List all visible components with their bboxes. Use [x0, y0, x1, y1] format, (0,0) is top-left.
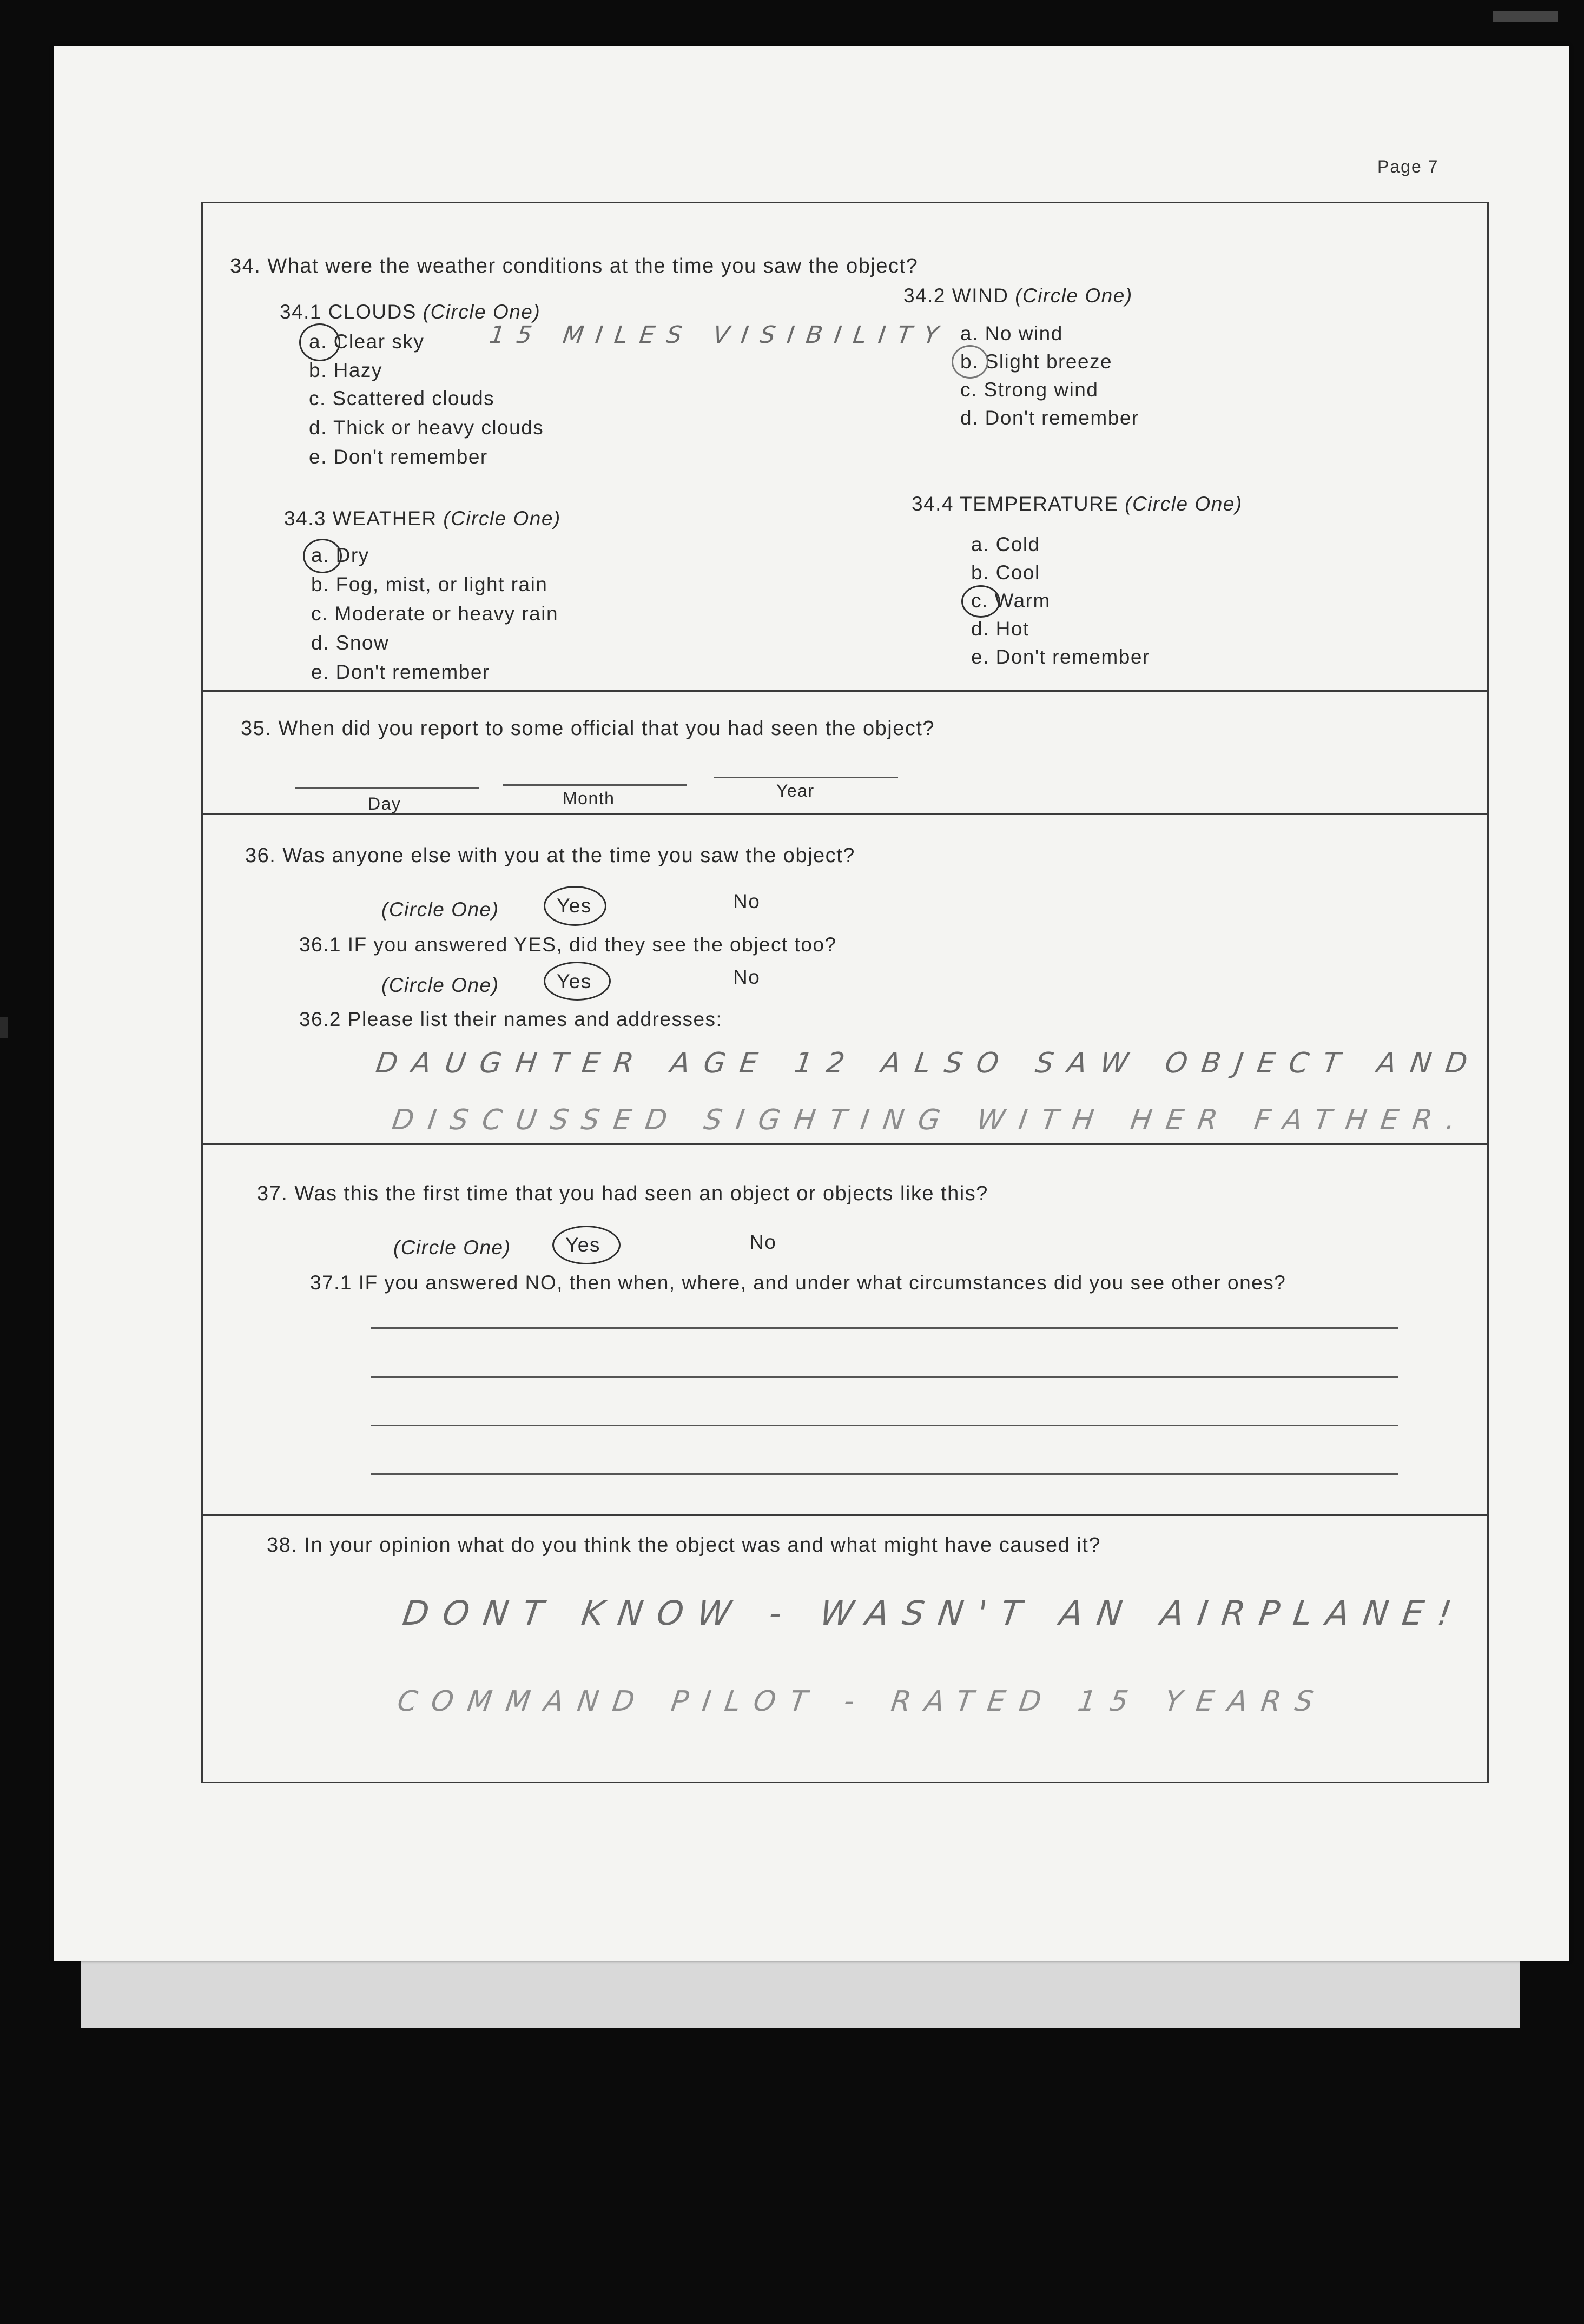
divider-37-38	[203, 1514, 1487, 1516]
temperature-option-c[interactable]: c. Warm	[971, 590, 1051, 612]
clouds-option-c[interactable]: c. Scattered clouds	[309, 387, 495, 409]
q36-yes-circle	[544, 886, 606, 926]
temperature-option-d[interactable]: d. Hot	[971, 618, 1029, 640]
page-number: Page 7	[1377, 157, 1439, 176]
q36-2-handwritten-line-2: DISCUSSED SIGHTING WITH HER FATHER.	[390, 1104, 1471, 1136]
temperature-option-b[interactable]: b. Cool	[971, 561, 1040, 584]
q37-no-option[interactable]: No	[749, 1231, 777, 1253]
year-line	[714, 777, 898, 778]
wind-option-b[interactable]: b. Slight breeze	[960, 350, 1113, 373]
day-line	[295, 787, 479, 789]
q36-question: 36. Was anyone else with you at the time you saw the object?	[245, 844, 855, 867]
weather-option-b[interactable]: b. Fog, mist, or light rain	[311, 573, 548, 595]
q36-2-question: 36.2 Please list their names and addresses:	[299, 1008, 723, 1030]
weather-option-a[interactable]: a. Dry	[311, 544, 369, 566]
clouds-selection-circle	[299, 323, 340, 361]
weather-option-e[interactable]: e. Don't remember	[311, 661, 490, 683]
clouds-option-a[interactable]: a. Clear sky	[309, 330, 425, 353]
q36-no-option[interactable]: No	[733, 890, 761, 912]
clouds-option-b[interactable]: b. Hazy	[309, 359, 382, 381]
clouds-option-e[interactable]: e. Don't remember	[309, 446, 488, 468]
wind-heading: 34.2 WIND (Circle One)	[903, 284, 1133, 307]
temperature-heading: 34.4 TEMPERATURE (Circle One)	[912, 493, 1243, 515]
q35-question: 35. When did you report to some official that you had seen the object?	[241, 717, 935, 740]
q36-1-yes-circle	[544, 962, 611, 1001]
q36-1-question: 36.1 IF you answered YES, did they see the object too?	[299, 933, 837, 956]
temperature-selection-circle	[961, 585, 1000, 618]
q36-1-instruction: (Circle One)	[381, 974, 499, 996]
clouds-handwritten-note: 15 MILES VISIBILITY	[487, 321, 953, 349]
q37-question: 37. Was this the first time that you had seen an object or objects like this?	[257, 1182, 988, 1205]
month-line	[503, 784, 687, 786]
divider-36-37	[203, 1143, 1487, 1145]
q36-1-no-option[interactable]: No	[733, 966, 761, 988]
wind-option-c[interactable]: c. Strong wind	[960, 379, 1099, 401]
year-label: Year	[776, 781, 815, 800]
divider-34-35	[203, 690, 1487, 692]
weather-option-c[interactable]: c. Moderate or heavy rain	[311, 602, 559, 625]
wind-option-d[interactable]: d. Don't remember	[960, 407, 1139, 429]
clouds-option-d[interactable]: d. Thick or heavy clouds	[309, 416, 544, 439]
q38-handwritten-line-1: DONT KNOW - WASN'T AN AIRPLANE!	[400, 1593, 1468, 1633]
wind-selection-circle	[952, 345, 988, 379]
film-edge-mark	[1493, 11, 1558, 22]
q36-instruction: (Circle One)	[381, 898, 499, 921]
weather-heading: 34.3 WEATHER (Circle One)	[284, 507, 561, 529]
wind-option-a[interactable]: a. No wind	[960, 322, 1063, 345]
weather-selection-circle	[303, 539, 342, 573]
q34-question: 34. What were the weather conditions at the time you saw the object?	[230, 255, 919, 277]
temperature-option-e[interactable]: e. Don't remember	[971, 646, 1150, 668]
q37-yes-option[interactable]: Yes	[565, 1234, 600, 1256]
form-frame	[201, 202, 1489, 1783]
q38-question: 38. In your opinion what do you think the object was and what might have caused it?	[267, 1534, 1101, 1557]
q36-1-yes-option[interactable]: Yes	[557, 970, 592, 992]
q37-yes-circle	[552, 1226, 621, 1264]
month-label: Month	[563, 789, 615, 808]
divider-35-36	[203, 813, 1487, 815]
day-label: Day	[368, 794, 401, 813]
questionnaire-page	[54, 46, 1569, 1961]
q37-answer-line-3[interactable]	[371, 1425, 1398, 1426]
q37-1-question: 37.1 IF you answered NO, then when, where, and under what circumstances did you see other ones?	[310, 1272, 1286, 1294]
film-edge-tick	[0, 1017, 8, 1038]
q36-yes-option[interactable]: Yes	[557, 895, 592, 917]
q37-instruction: (Circle One)	[393, 1236, 511, 1259]
q37-answer-line-2[interactable]	[371, 1376, 1398, 1378]
q37-answer-line-1[interactable]	[371, 1327, 1398, 1329]
q36-2-handwritten-line-1: DAUGHTER AGE 12 ALSO SAW OBJECT AND	[373, 1047, 1484, 1080]
weather-option-d[interactable]: d. Snow	[311, 632, 390, 654]
q38-handwritten-line-2: COMMAND PILOT - RATED 15 YEARS	[395, 1685, 1329, 1718]
clouds-heading: 34.1 CLOUDS (Circle One)	[280, 301, 541, 323]
q37-answer-line-4[interactable]	[371, 1473, 1398, 1475]
temperature-option-a[interactable]: a. Cold	[971, 533, 1040, 555]
